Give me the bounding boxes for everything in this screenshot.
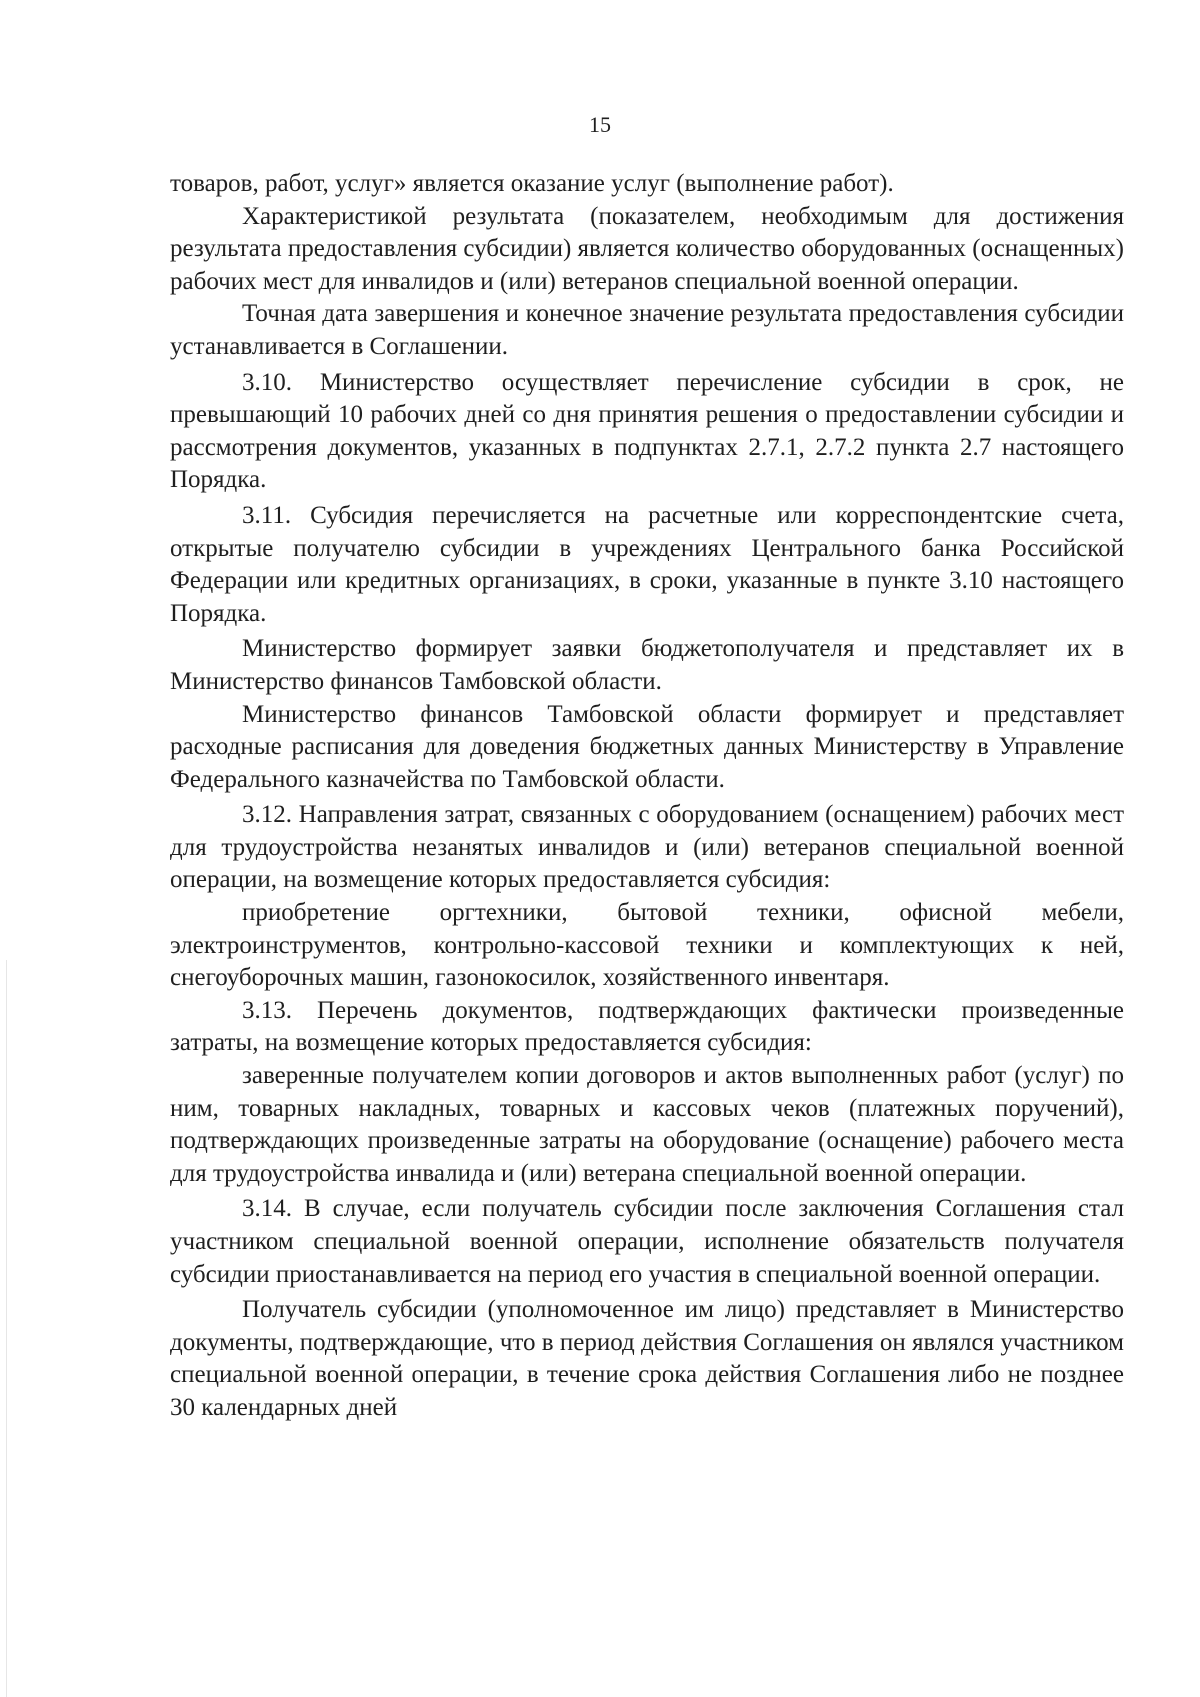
paragraph-completion-date: Точная дата завершения и конечное значение результата предоставления субсидии устанавливается в Соглашении. bbox=[170, 300, 1124, 360]
paragraph-continuation: товаров, работ, услуг» является оказание услуг (выполнение работ). bbox=[170, 170, 894, 197]
scan-edge-line bbox=[6, 960, 7, 1697]
paragraph-purchases: приобретение оргтехники, бытовой техники, офисной мебели, электроинструментов, контрольно-кассовой техники и комплектующих к ней, снегоуборочных машин, газонокосилок, хозяйственного инвентаря. bbox=[170, 899, 1124, 992]
paragraph-3-12: 3.12. Направления затрат, связанных с оборудованием (оснащением) рабочих мест для трудоустройства незанятых инвалидов и (или) ветеранов специальной военной операции, на возмещение которых предоставляется субсидия: bbox=[170, 801, 1124, 894]
paragraph-finance-ministry: Министерство финансов Тамбовской области формирует и представляет расходные расписания для доведения бюджетных данных Министерству в Управление Федерального казначейства по Тамбовской области. bbox=[170, 700, 1124, 793]
paragraph-3-13: 3.13. Перечень документов, подтверждающих фактически произведенные затраты, на возмещение которых предоставляется субсидия: bbox=[170, 996, 1124, 1057]
paragraph-3-10: 3.10. Министерство осуществляет перечисление субсидии в срок, не превышающий 10 рабочих дней со дня принятия решения о предоставлении субсидии и рассмотрения документов, указанных в подпунктах 2.7.1, 2.7.2 пункта 2.7 настоящего Порядка. bbox=[170, 368, 1124, 494]
paragraph-certified-copies: заверенные получателем копии договоров и актов выполненных работ (услуг) по ним, товарных накладных, товарных и кассовых чеков (платежных поручений), подтверждающих произведенные затраты на оборудование (оснащение) рабочего места для трудоустройства инвалида и (или) ветерана специальной военной операции. bbox=[170, 1062, 1124, 1187]
paragraph-recipient-documents: Получатель субсидии (уполномоченное им лицо) представляет в Министерство документы, подтверждающие, что в период действия Соглашения он являлся участником специальной военной операции, в течение срока действия Соглашения либо не позднее 30 календарных дней bbox=[170, 1296, 1124, 1421]
paragraph-result-characteristic: Характеристикой результата (показателем, необходимым для достижения результата предоставления субсидии) является количество оборудованных (оснащенных) рабочих мест для инвалидов и (или) ветеранов специальной военной операции. bbox=[170, 202, 1124, 295]
paragraph-3-11: 3.11. Субсидия перечисляется на расчетные или корреспондентские счета, открытые получателю субсидии в учреждениях Центрального банка Российской Федерации или кредитных организациях, в сроки, указанные в пункте 3.10 настоящего Порядка. bbox=[170, 501, 1124, 627]
paragraph-ministry-requests: Министерство формирует заявки бюджетополучателя и представляет их в Министерство финансов Тамбовской области. bbox=[170, 635, 1124, 695]
document-body bbox=[170, 168, 1124, 1425]
page-number: 15 bbox=[589, 112, 611, 137]
paragraph-3-14: 3.14. В случае, если получатель субсидии после заключения Соглашения стал участником специальной военной операции, исполнение обязательств получателя субсидии приостанавливается на период его участия в специальной военной операции. bbox=[170, 1195, 1124, 1288]
